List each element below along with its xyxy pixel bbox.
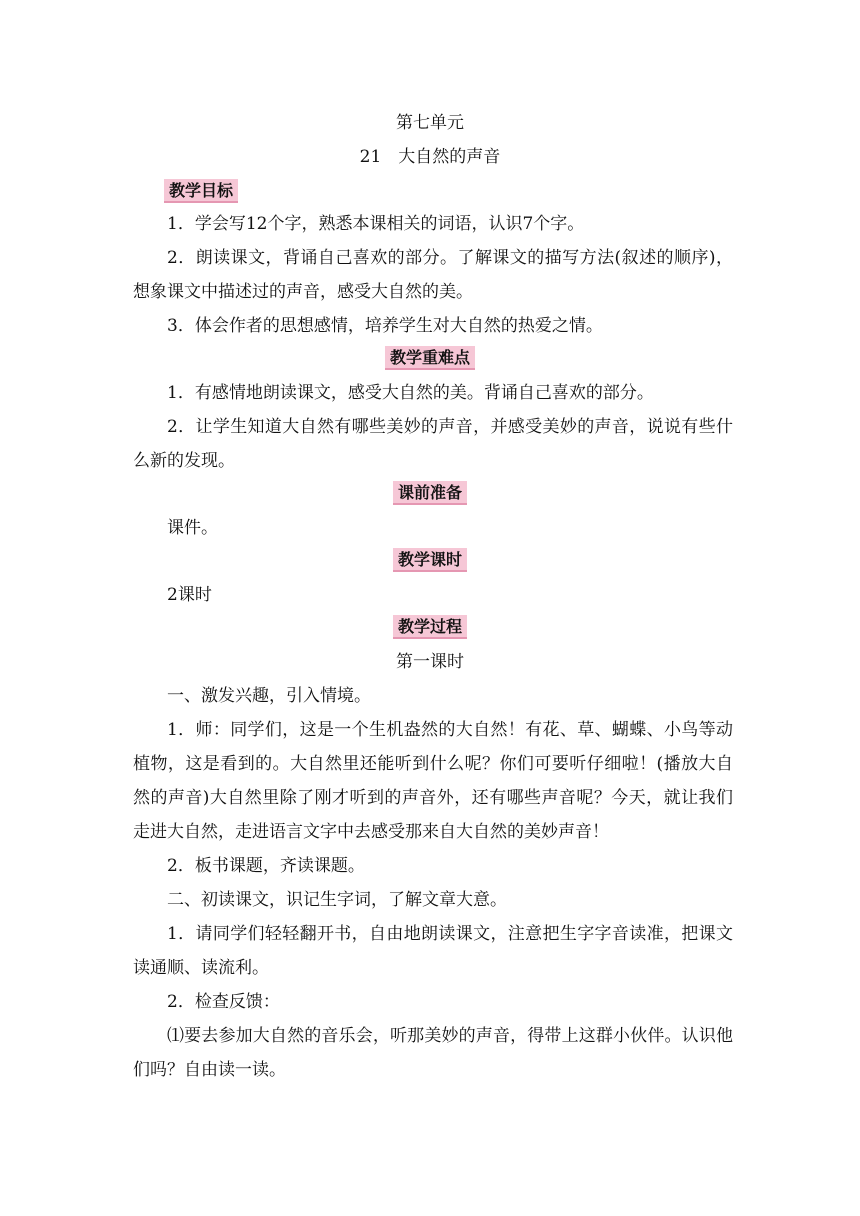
goal-item: 2．朗读课文，背诵自己喜欢的部分。了解课文的描写方法(叙述的顺序)，想象课文中描述过的声音，感受大自然的美。 [133, 248, 733, 302]
unit-heading: 第七单元 [396, 113, 464, 133]
goal-item: 1．学会写12个字，熟悉本课相关的词语，认识7个字。 [167, 214, 585, 234]
section-badge-hours: 教学课时 [393, 548, 467, 572]
lesson-title: 21 大自然的声音 [359, 147, 501, 167]
process-item: 二、初读课文，识记生字词，了解文章大意。 [167, 890, 507, 910]
preparation-text: 课件。 [167, 518, 218, 538]
process-item: 一、激发兴趣，引入情境。 [167, 686, 371, 706]
section-badge-goals: 教学目标 [164, 179, 238, 203]
section-badge-key-points: 教学重难点 [385, 346, 475, 370]
key-point-item: 1．有感情地朗读课文，感受大自然的美。背诵自己喜欢的部分。 [167, 383, 654, 403]
process-item: 2．检查反馈： [167, 992, 280, 1012]
section-badge-process: 教学过程 [393, 615, 467, 639]
first-period-heading: 第一课时 [396, 652, 464, 672]
goal-item: 3．体会作者的思想感情，培养学生对大自然的热爱之情。 [167, 316, 603, 336]
hours-text: 2课时 [167, 585, 212, 605]
process-item: ⑴要去参加大自然的音乐会，听那美妙的声音，得带上这群小伙伴。认识他们吗？自由读一读。 [133, 1026, 733, 1080]
key-point-item: 2．让学生知道大自然有哪些美妙的声音，并感受美妙的声音，说说有些什么新的发现。 [133, 417, 733, 471]
section-badge-preparation: 课前准备 [393, 481, 467, 505]
process-item: 1．请同学们轻轻翻开书，自由地朗读课文，注意把生字字音读准，把课文读通顺、读流利。 [133, 924, 733, 978]
process-item: 1．师：同学们，这是一个生机盎然的大自然！有花、草、蝴蝶、小鸟等动植物，这是看到的。大自然里还能听到什么呢？你们可要听仔细啦！(播放大自然的声音)大自然里除了刚才听到的声音外，还有哪些声音呢？今天，就让我们走进大自然，走进语言文字中去感受那来自大自然的美妙声音！ [133, 720, 733, 842]
process-item: 2．板书课题，齐读课题。 [167, 856, 365, 876]
